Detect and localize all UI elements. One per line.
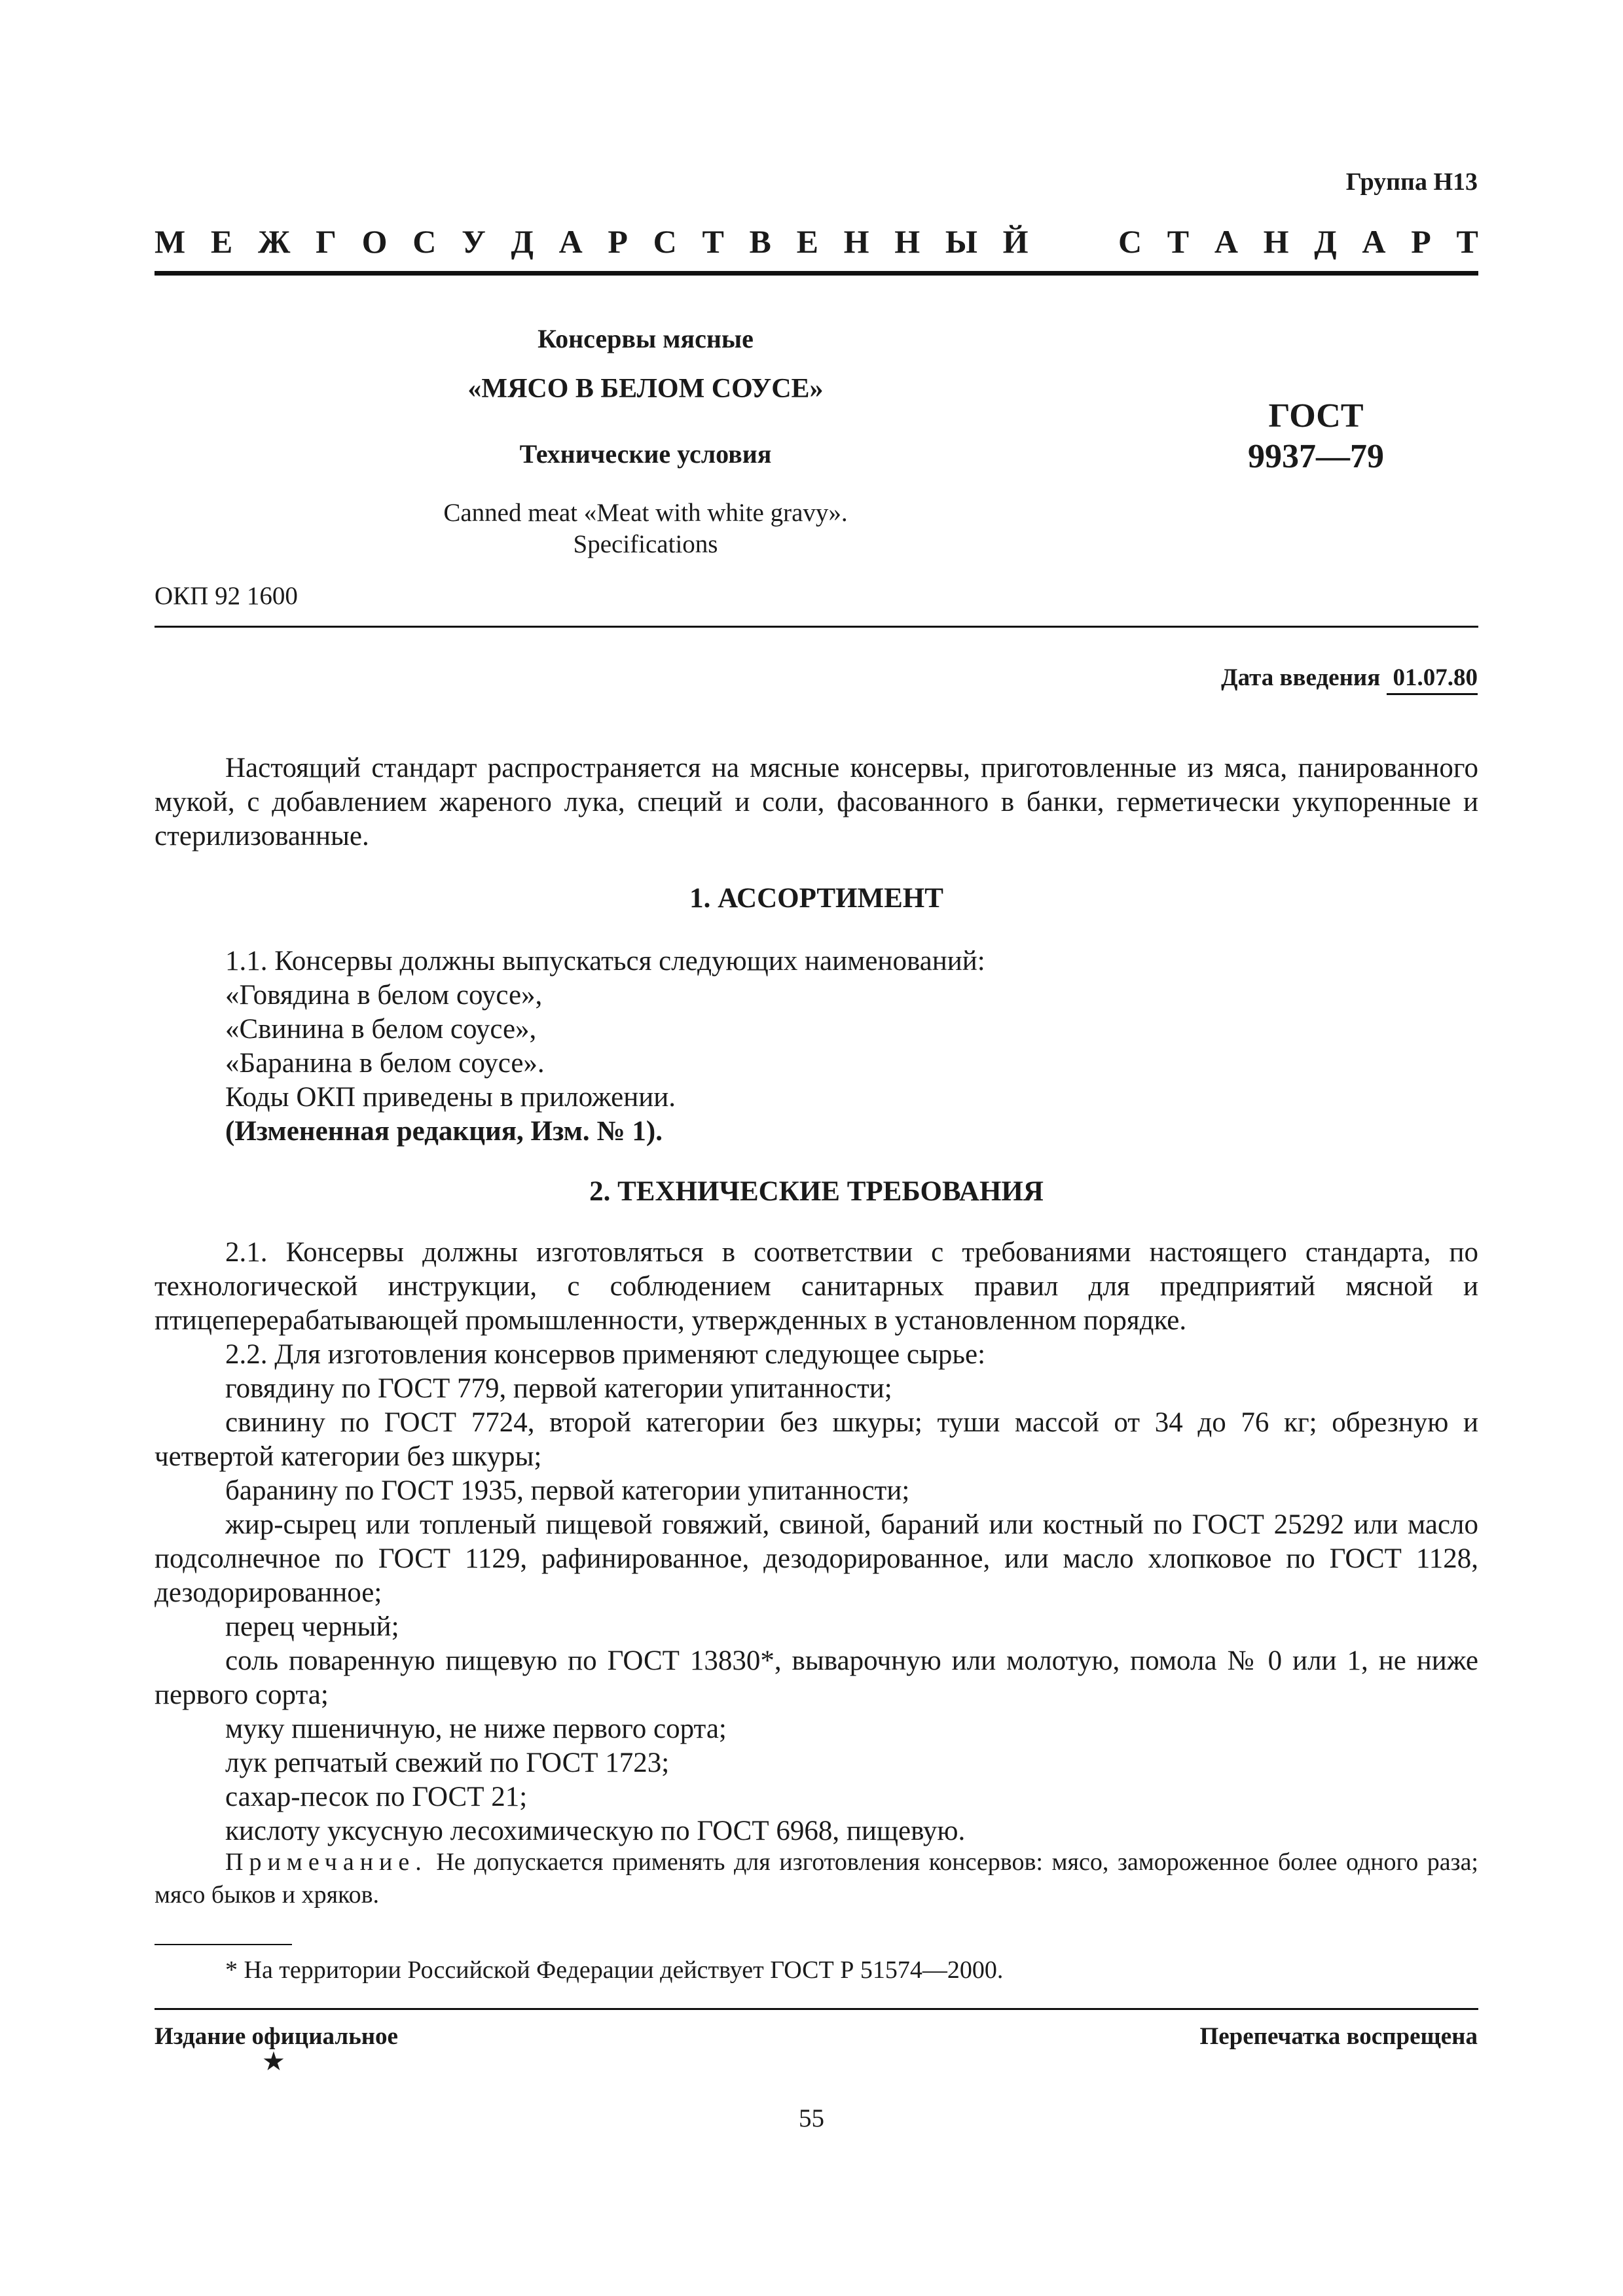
footnote-rule xyxy=(155,1944,292,1945)
clause-2-1: 2.1. Консервы должны изготовляться в соответствии с требованиями настоящего стандарта, по технологической инструкции, с соблюдением санитарных правил для предприятий мясной и птицеперерабатывающей промышленности, утвержденных в установленном порядке. xyxy=(155,1237,1478,1336)
intro-paragraph: Настоящий стандарт распространяется на мясные консервы, приготовленные из мяса, панированного мукой, с добавлением жареного лука, специй и соли, фасованного в банки, герметически укупоренные и стерилизованные. xyxy=(155,753,1478,852)
title-letter: С xyxy=(653,223,677,260)
title-letter: О xyxy=(361,223,388,260)
raw-material-item: жир-сырец или топленый пищевой говяжий, свиной, бараний или костный по ГОСТ 25292 или масло подсолнечное по ГОСТ 1129, рафинированное, дезодорированное, или масло хлопковое по ГОСТ 1128, дезодорированное; xyxy=(155,1509,1478,1608)
title-letter: Ж xyxy=(257,223,291,260)
page-number: 55 xyxy=(799,2104,824,2132)
raw-material-item: свинину по ГОСТ 7724, второй категории без шкуры; туши массой от 34 до 76 кг; обрезную и четвертой категории без шкуры; xyxy=(155,1407,1478,1472)
title-letter: Н xyxy=(843,223,869,260)
gost-label: ГОСТ xyxy=(1268,397,1364,435)
assortment-line: Коды ОКП приведены в приложении. xyxy=(225,1082,676,1113)
title-letter: Д xyxy=(511,223,534,260)
raw-material-item: соль поваренную пищевую по ГОСТ 13830*, выварочную или молотую, помола № 0 или 1, не ниже первого сорта; xyxy=(155,1645,1478,1710)
title-letter: Ы xyxy=(945,223,977,260)
group-label: Группа Н13 xyxy=(1345,168,1478,196)
introduction-date-value: 01.07.80 xyxy=(1387,664,1478,695)
assortment-line: 1.1. Консервы должны выпускаться следующих наименований: xyxy=(225,946,985,977)
title-letter: А xyxy=(1362,223,1386,260)
spec-type: Технические условия xyxy=(519,439,772,469)
assortment-line: «Говядина в белом соусе», xyxy=(225,980,543,1011)
star-icon: ★ xyxy=(262,2047,285,2076)
section-heading-technical-requirements: 2. ТЕХНИЧЕСКИЕ ТРЕБОВАНИЯ xyxy=(589,1176,1044,1207)
title-letter: У xyxy=(462,223,486,260)
product-name: «МЯСО В БЕЛОМ СОУСЕ» xyxy=(467,374,824,404)
footer-rule xyxy=(155,2008,1478,2010)
title-letter: Т xyxy=(1167,223,1190,260)
english-title xyxy=(351,497,940,560)
title-letter: Д xyxy=(1314,223,1337,260)
edition-label: Издание официальное xyxy=(155,2023,398,2050)
raw-material-item: муку пшеничную, не ниже первого сорта; xyxy=(225,1713,727,1744)
raw-material-item: перец черный; xyxy=(225,1611,399,1642)
title-letter: Г xyxy=(316,223,337,260)
title-letter: Е xyxy=(796,223,818,260)
okp-code: ОКП 92 1600 xyxy=(155,582,298,610)
note-label: Примечание. xyxy=(225,1848,428,1876)
interstate-standard-title xyxy=(155,223,1478,260)
title-letter: А xyxy=(558,223,583,260)
raw-material-item: лук репчатый свежий по ГОСТ 1723; xyxy=(225,1748,670,1778)
raw-material-item: баранину по ГОСТ 1935, первой категории упитанности; xyxy=(225,1475,910,1506)
title-letter: Е xyxy=(210,223,233,260)
note xyxy=(155,1846,1478,1911)
raw-material-item: кислоту уксусную лесохимическую по ГОСТ 6968, пищевую. xyxy=(225,1816,966,1846)
section-heading-assortment: 1. АССОРТИМЕНТ xyxy=(689,883,943,914)
title-letter: Н xyxy=(894,223,921,260)
amendment-note: (Измененная редакция, Изм. № 1). xyxy=(225,1116,663,1147)
clause-2-2: 2.2. Для изготовления консервов применяют следующее сырье: xyxy=(225,1339,986,1370)
gost-number: 9937—79 xyxy=(1248,438,1384,475)
gost-code xyxy=(1218,396,1414,477)
introduction-date-label: Дата введения xyxy=(1221,664,1381,691)
assortment-list xyxy=(155,944,1549,1149)
title-word-gap xyxy=(1053,223,1093,260)
title-letter: Й xyxy=(1002,223,1029,260)
raw-material-item: сахар-песок по ГОСТ 21; xyxy=(225,1782,528,1812)
title-letter: М xyxy=(155,223,186,260)
assortment-line: «Баранина в белом соусе». xyxy=(225,1048,545,1079)
note-text: Не допускается применять для изготовления консервов: мясо, замороженное более одного раза; мясо быков и хряков. xyxy=(155,1848,1478,1909)
title-letter: С xyxy=(412,223,437,260)
title-letter: А xyxy=(1214,223,1238,260)
assortment-line: «Свинина в белом соусе», xyxy=(225,1014,537,1045)
footnote: * На территории Российской Федерации действует ГОСТ Р 51574—2000. xyxy=(225,1956,1004,1984)
raw-material-item: говядину по ГОСТ 779, первой категории упитанности; xyxy=(225,1373,892,1404)
technical-requirements-body xyxy=(155,1236,1478,1848)
title-letter: В xyxy=(749,223,771,260)
reprint-label: Перепечатка воспрещена xyxy=(1199,2023,1478,2050)
english-title-line-2: Specifications xyxy=(573,530,718,558)
title-letter: С xyxy=(1118,223,1142,260)
english-title-line-1: Canned meat «Meat with white gravy». xyxy=(443,499,848,527)
title-block-rule xyxy=(155,626,1478,628)
header-rule xyxy=(155,271,1478,276)
title-letter: Р xyxy=(1411,223,1431,260)
title-letter: Р xyxy=(608,223,628,260)
title-letter: Т xyxy=(1456,223,1478,260)
introduction-date xyxy=(1221,664,1478,695)
product-type: Консервы мясные xyxy=(538,324,754,353)
title-letter: Н xyxy=(1263,223,1289,260)
title-letter: Т xyxy=(702,223,724,260)
